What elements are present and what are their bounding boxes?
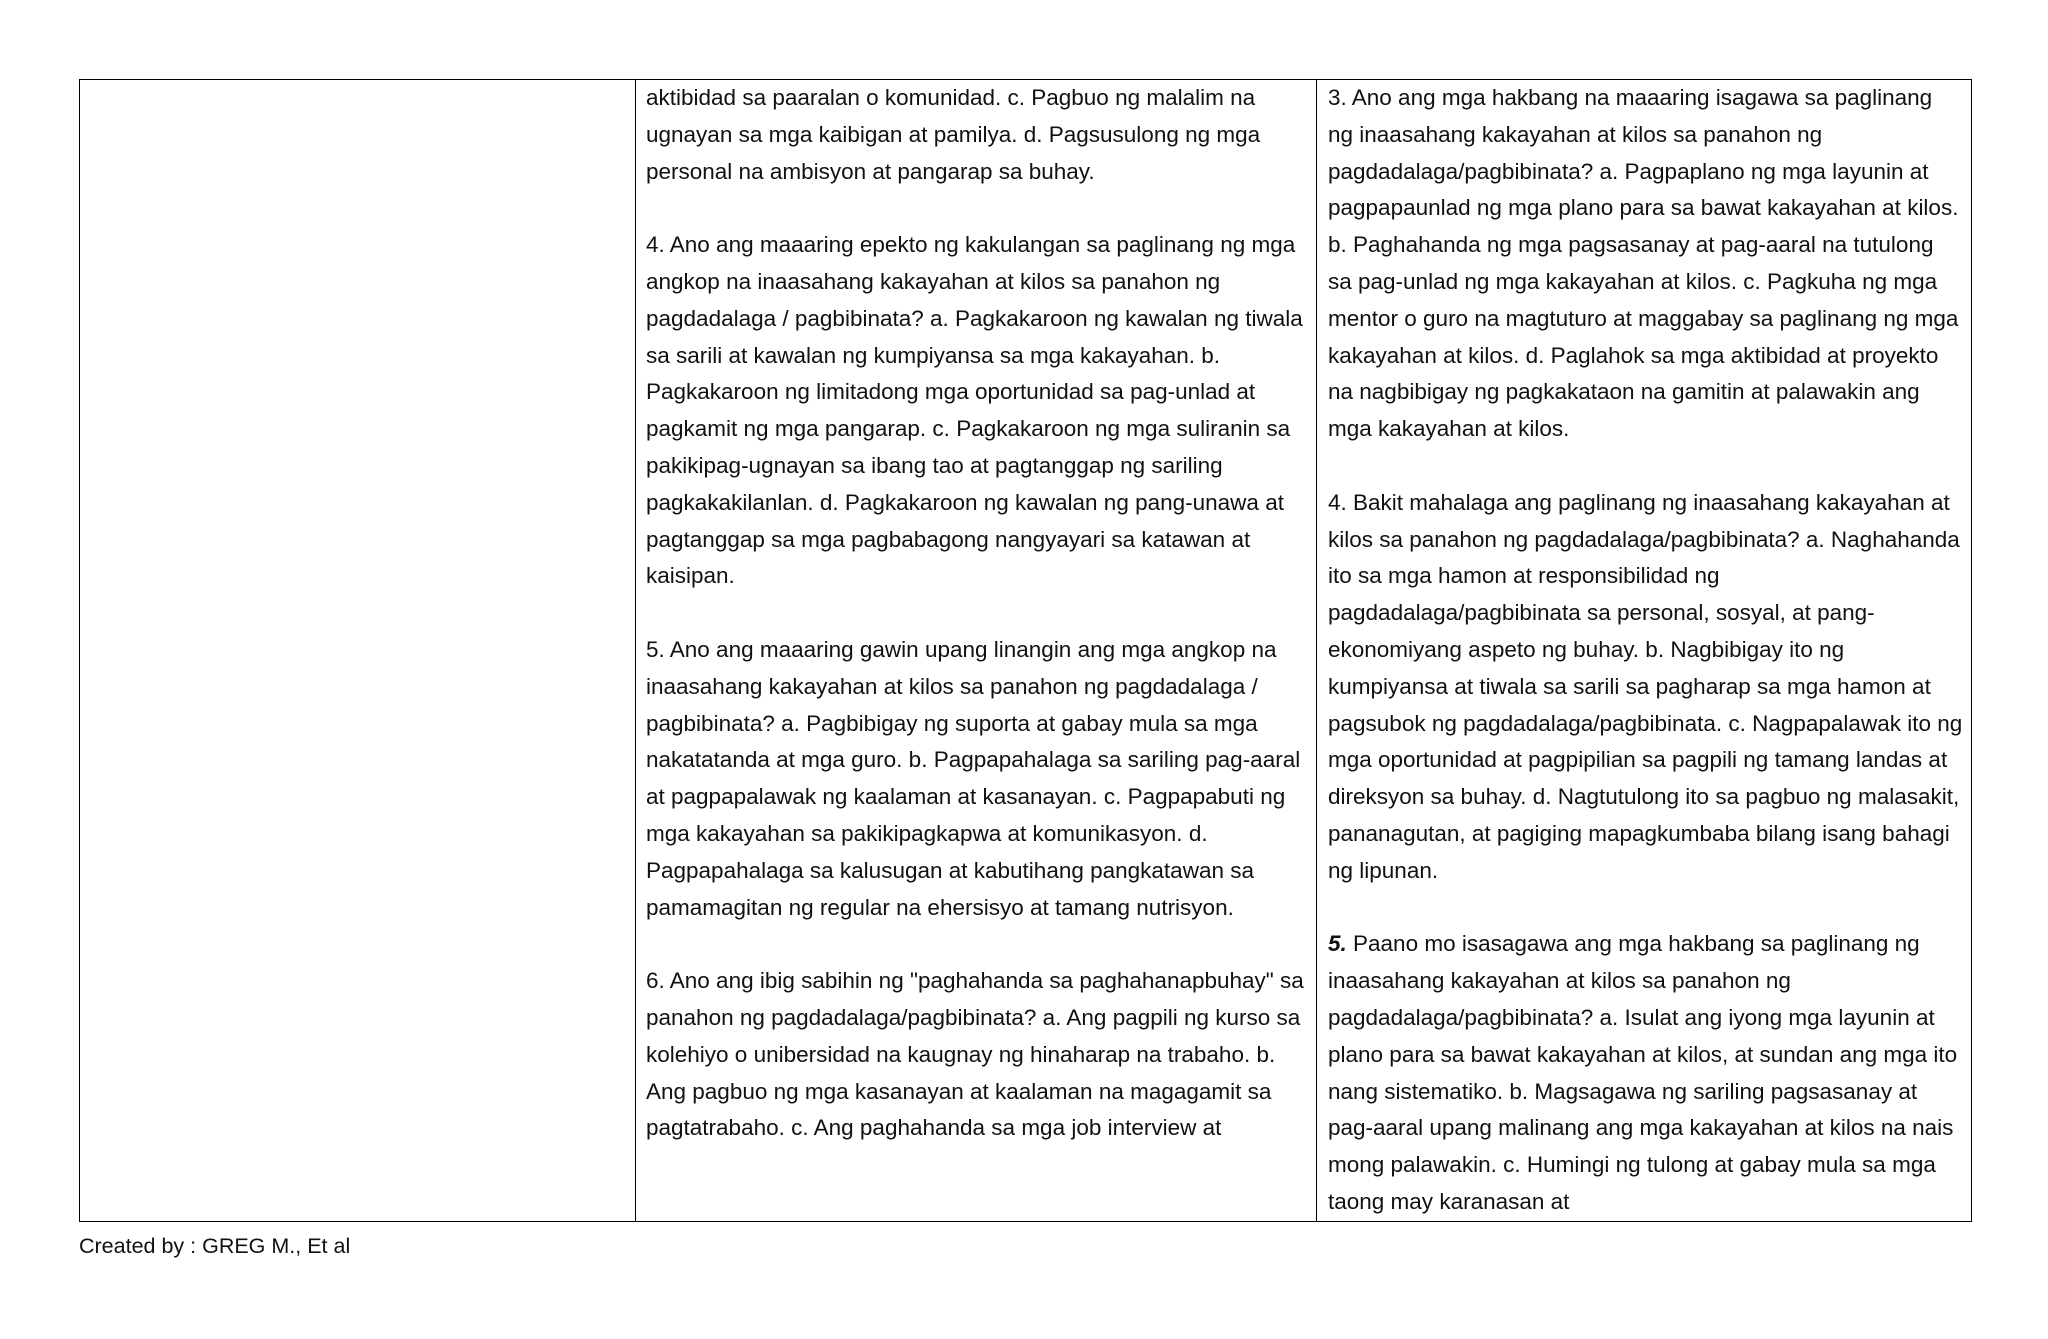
question-5-left: 5. Ano ang maaaring gawin upang linangin ang mga angkop na inaasahang kakayahan at kilos sa panahon ng pagdadalaga / pagbibinata? a. Pagbibigay ng suporta at gabay mula sa mga nakatatanda at mga guro. b. Pagpapahalaga sa sariling pag-aaral at pagpapalawak ng kaalaman at kasanayan. c. Pagpapabuti ng mga kakayahan sa pakikipagkapwa at komunikasyon. d. Pagpapahalaga sa kalusugan at kabutihang pangkatawan sa pamamagitan ng regular na ehersisyo at tamang nutrisyon.	[646, 636, 1301, 920]
question-fragment-continued: aktibidad sa paaralan o komunidad. c. Pagbuo ng malalim na ugnayan sa mga kaibigan at pamilya. d. Pagsusulong ng mga personal na ambisyon at pangarap sa buhay.	[646, 85, 1261, 184]
table-column-questions-right	[1317, 80, 1971, 1221]
question-5-right	[1328, 926, 1963, 1220]
question-3-right: 3. Ano ang mga hakbang na maaaring isagawa sa paglinang ng inaasahang kakayahan at kilos sa panahon ng pagdadalaga/pagbibinata? a. Pagpaplano ng mga layunin at pagpapaunlad ng mga plano para sa bawat kakayahan at kilos. b. Paghahanda ng mga pagsasanay at pag-aaral na tutulong sa pag-unlad ng mga kakayahan at kilos. c. Pagkuha ng mga mentor o guro na magtuturo at maggabay sa paglinang ng mga kakayahan at kilos. d. Paglahok sa mga aktibidad at proyekto na nagbibigay ng pagkakataon na gamitin at palawakin ang mga kakayahan at kilos.	[1328, 85, 1959, 442]
content-table	[79, 79, 1972, 1222]
table-column-questions-left	[636, 80, 1317, 1221]
question-4-left: 4. Ano ang maaaring epekto ng kakulangan sa paglinang ng mga angkop na inaasahang kakayahan at kilos sa panahon ng pagdadalaga / pagbibinata? a. Pagkakaroon ng kawalan ng tiwala sa sarili at kawalan ng kumpiyansa sa mga kakayahan. b. Pagkakaroon ng limitadong mga oportunidad sa pag-unlad at pagkamit ng mga pangarap. c. Pagkakaroon ng mga suliranin sa pakikipag-ugnayan sa ibang tao at pagtanggap ng sariling pagkakakilanlan. d. Pagkakaroon ng kawalan ng pang-unawa at pagtanggap sa mga pagbabagong nangyayari sa katawan at kaisipan.	[646, 232, 1303, 589]
question-6-left: 6. Ano ang ibig sabihin ng "paghahanda sa paghahanapbuhay" sa panahon ng pagdadalaga/pagbibinata? a. Ang pagpili ng kurso sa kolehiyo o unibersidad na kaugnay ng hinaharap na trabaho. b. Ang pagbuo ng mga kasanayan at kaalaman na magagamit sa pagtatrabaho. c. Ang paghahanda sa mga job interview at	[646, 968, 1304, 1141]
question-4-right: 4. Bakit mahalaga ang paglinang ng inaasahang kakayahan at kilos sa panahon ng pagdadalaga/pagbibinata? a. Naghahanda ito sa mga hamon at responsibilidad ng pagdadalaga/pagbibinata sa personal, sosyal, at pang-ekonomiyang aspeto ng buhay. b. Nagbibigay ito ng kumpiyansa at tiwala sa sarili sa pagharap sa mga hamon at pagsubok ng pagdadalaga/pagbibinata. c. Nagpapalawak ito ng mga oportunidad at pagpipilian sa pagpili ng tamang landas at direksyon sa buhay. d. Nagtutulong ito sa pagbuo ng malasakit, pananagutan, at pagiging mapagkumbaba bilang isang bahagi ng lipunan.	[1328, 489, 1963, 883]
footer-credit: Created by : GREG M., Et al	[79, 1234, 351, 1258]
question-5-number: 5.	[1328, 931, 1347, 957]
question-5-right-text: Paano mo isasagawa ang mga hakbang sa paglinang ng inaasahang kakayahan at kilos sa panahon ng pagdadalaga/pagbibinata? a. Isulat ang iyong mga layunin at plano para sa bawat kakayahan at kilos, at sundan ang mga ito nang sistematiko. b. Magsagawa ng sariling pagsasanay at pag-aaral upang malinang ang mga kakayahan at kilos na nais mong palawakin. c. Humingi ng tulong at gabay mula sa mga taong may karanasan at	[1328, 931, 1958, 1214]
table-column-empty	[80, 80, 636, 1221]
